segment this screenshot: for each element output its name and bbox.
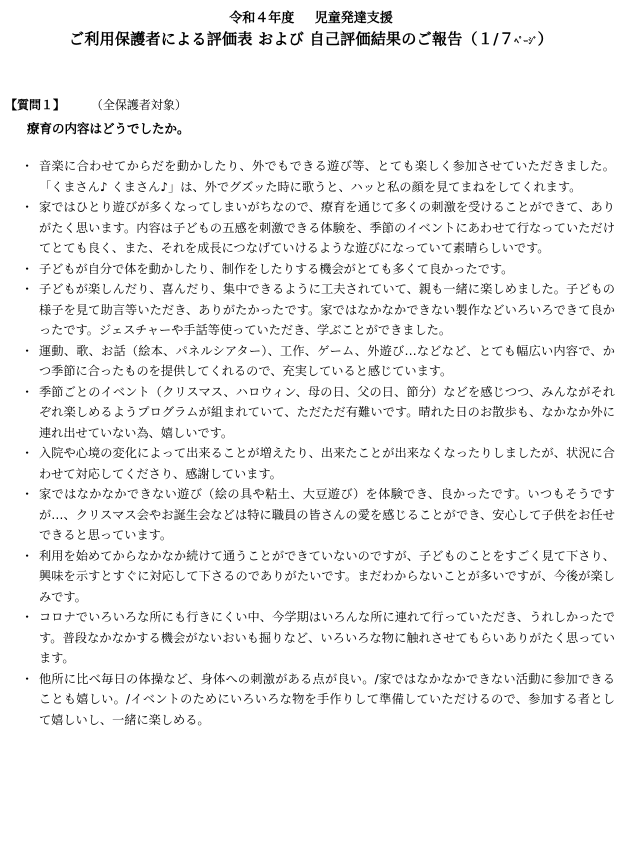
question-text: 療育の内容はどうでしたか。: [27, 121, 190, 136]
answer-list: [27, 156, 615, 730]
answer-item: ・ 入院や心境の変化によって出来ることが増えたり、出来たことが出来なくなったりしましたが、状況に合わせて対応してくださり、感謝しています。: [27, 443, 615, 484]
title-close: ）: [537, 30, 553, 48]
answer-item: ・ 他所に比べ毎日の体操など、身体への刺激がある点が良い。/家ではなかなかできない活動に参加できることも嬉しい。/イベントのためにいろいろな物を手作りして準備していただけるので、参加する者として嬉しいし、一緒に楽しめる。: [27, 669, 615, 731]
answer-item: ・ 家ではなかなかできない遊び（絵の具や粘土、大豆遊び）を体験でき、良かったです。いつもそうですが…、クリスマス会やお誕生会などは特に職員の皆さんの愛を感じることができ、安心して子供をお任せできると思っています。: [27, 484, 615, 546]
answer-item: ・ 利用を始めてからなかなか続けて通うことができていないのですが、子どものことをすごく見て下さり、興味を示すとすぐに対応して下さるのでありがたいです。まだわからないことが多いですが、今後が楽しみです。: [27, 546, 615, 608]
question-label: 【質問１】: [5, 98, 66, 112]
document-subtitle: [0, 7, 622, 26]
fiscal-year: 令和４年度: [229, 11, 295, 26]
answer-item: ・ 音楽に合わせてからだを動かしたり、外でもできる遊び等、とても楽しく参加させていただきました。「くまさん♪ くまさん♪」は、外でグズッた時に歌うと、ハッと私の顔を見てまねをしてくれます。: [27, 156, 615, 197]
title-page-suffix: ﾍﾟｰｼﾞ: [514, 37, 538, 47]
title-text: ご利用保護者による評価表 および 自己評価結果のご報告（１/７: [69, 30, 515, 48]
document-title: [0, 28, 622, 49]
answer-item: ・ 家ではひとり遊びが多くなってしまいがちなので、療育を通じて多くの刺激を受けることができて、ありがたく思います。内容は子どもの五感を刺激できる体験を、季節のイベントにあわせて行なっていただけてとても良く、また、それを成長につなげていけるような遊びになっていて素晴らしいです。: [27, 197, 615, 259]
answer-item: ・ 子どもが自分で体を動かしたり、制作をしたりする機会がとても多くて良かったです。: [27, 259, 615, 280]
question-header: [5, 96, 187, 113]
answer-item: ・ 子どもが楽しんだり、喜んだり、集中できるように工夫されていて、親も一緒に楽しめました。子どもの様子を見て助言等いただき、ありがたかったです。家ではなかなかできない製作などいろいろできて良かったです。ジェスチャーや手話等使っていただき、学ぶことができました。: [27, 279, 615, 341]
question-target: （全保護者対象）: [90, 98, 187, 112]
answer-item: ・ コロナでいろいろな所にも行きにくい中、今学期はいろんな所に連れて行っていただき、うれしかったです。普段なかなかする機会がないおいも掘りなど、いろいろな物に触れさせてもらいありがたく思っています。: [27, 607, 615, 669]
answer-item: ・ 運動、歌、お話（絵本、パネルシアター）、工作、ゲーム、外遊び…などなど、とても幅広い内容で、かつ季節に合ったものを提供してくれるので、充実していると感じています。: [27, 341, 615, 382]
answer-item: ・ 季節ごとのイベント（クリスマス、ハロウィン、母の日、父の日、節分）などを感じつつ、みんながそれぞれ楽しめるようプログラムが組まれていて、ただただ有難いです。晴れた日のお散歩も、なかなか外に連れ出せていない為、嬉しいです。: [27, 382, 615, 444]
service-name: 児童発達支援: [314, 11, 393, 26]
